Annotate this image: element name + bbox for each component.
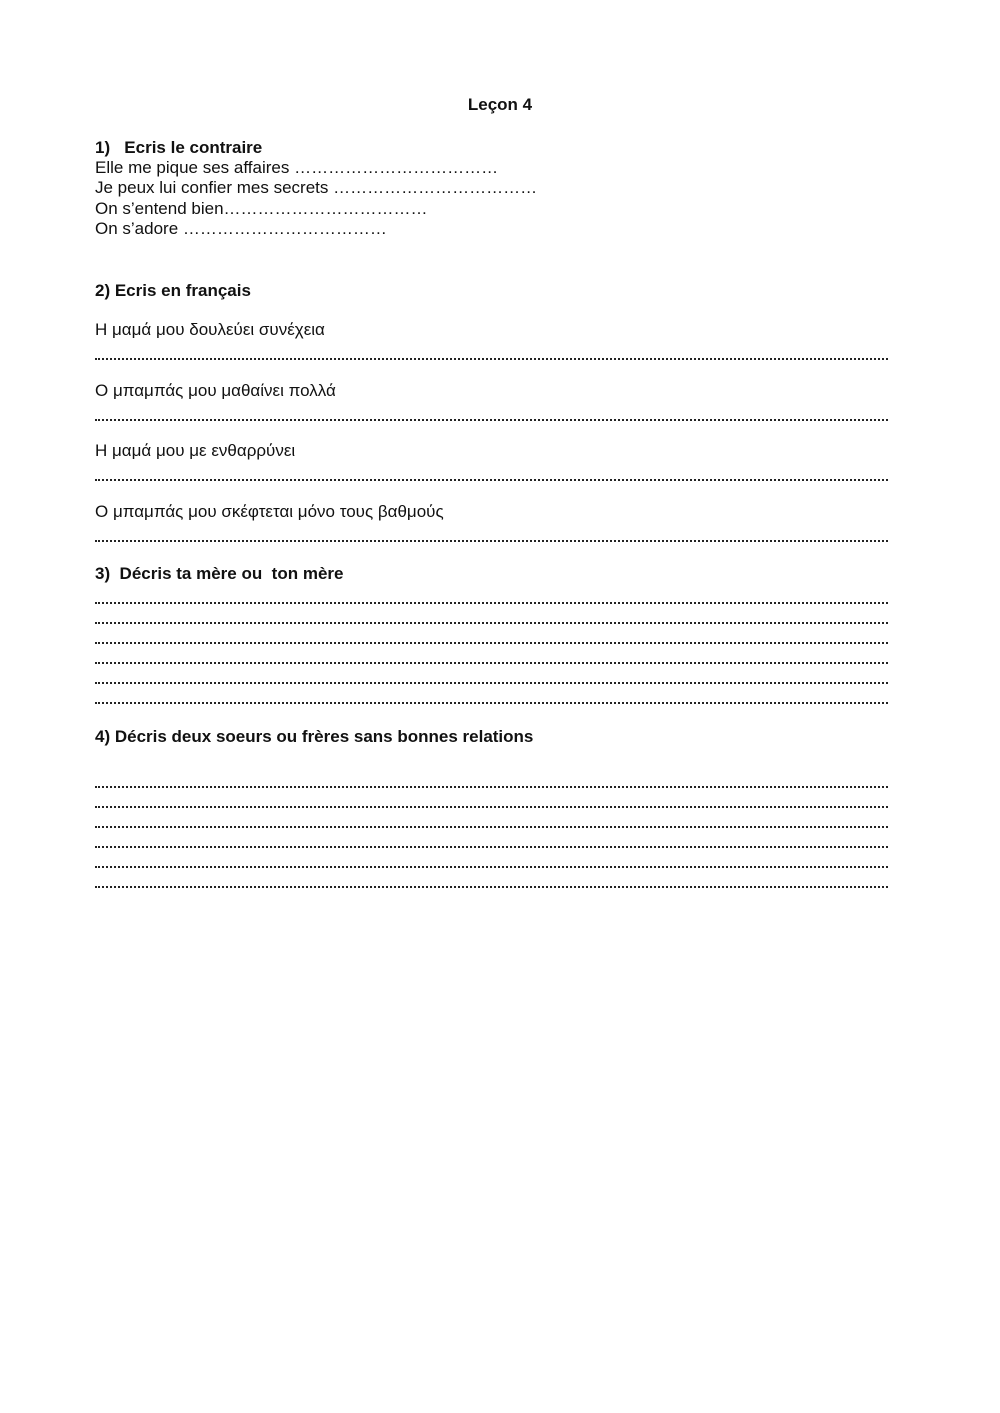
exercise-4-lines xyxy=(95,768,890,888)
answer-line[interactable] xyxy=(95,624,888,644)
exercise-2-item xyxy=(95,320,890,360)
exercise-2-item xyxy=(95,502,890,542)
exercise-1-sentence: Je peux lui confier mes secrets ……………………………… xyxy=(95,178,538,198)
exercise-3-heading: 3) Décris ta mère ou ton mère xyxy=(95,564,344,583)
page-title: Leçon 4 xyxy=(467,95,533,114)
exercise-3 xyxy=(95,564,890,704)
greek-sentence: Η μαμά μου δουλεύει συνέχεια xyxy=(95,320,325,339)
exercise-4 xyxy=(95,727,890,747)
answer-line[interactable] xyxy=(95,522,888,542)
answer-line[interactable] xyxy=(95,848,888,868)
answer-line[interactable] xyxy=(95,868,888,888)
exercise-4-heading: 4) Décris deux soeurs ou frères sans bonnes relations xyxy=(95,727,534,746)
exercise-1-sentence: On s’adore ……………………………… xyxy=(95,218,387,238)
greek-sentence: Ο μπαμπάς μου μαθαίνει πολλά xyxy=(95,381,336,400)
answer-line[interactable] xyxy=(95,768,888,788)
exercise-2 xyxy=(95,281,890,301)
greek-sentence: Η μαμά μου με ενθαρρύνει xyxy=(95,441,296,460)
exercise-2-heading: 2) Ecris en français xyxy=(95,281,251,300)
exercise-1-sentence: Elle me pique ses affaires ……………………………… xyxy=(95,158,499,177)
answer-line[interactable] xyxy=(95,828,888,848)
answer-line[interactable] xyxy=(95,788,888,808)
answer-line[interactable] xyxy=(95,401,888,421)
answer-line[interactable] xyxy=(95,340,888,360)
answer-line[interactable] xyxy=(95,584,888,604)
exercise-2-item xyxy=(95,381,890,421)
answer-line[interactable] xyxy=(95,808,888,828)
exercise-1-sentence: On s’entend bien……………………………… xyxy=(95,198,428,218)
exercise-1 xyxy=(95,138,890,239)
answer-line[interactable] xyxy=(95,461,888,481)
answer-line[interactable] xyxy=(95,604,888,624)
exercise-2-item xyxy=(95,441,890,481)
exercise-1-heading: 1) Ecris le contraire xyxy=(95,138,263,157)
answer-line[interactable] xyxy=(95,644,888,664)
answer-line[interactable] xyxy=(95,684,888,704)
greek-sentence: Ο μπαμπάς μου σκέφτεται μόνο τους βαθμούς xyxy=(95,502,444,521)
answer-line[interactable] xyxy=(95,664,888,684)
